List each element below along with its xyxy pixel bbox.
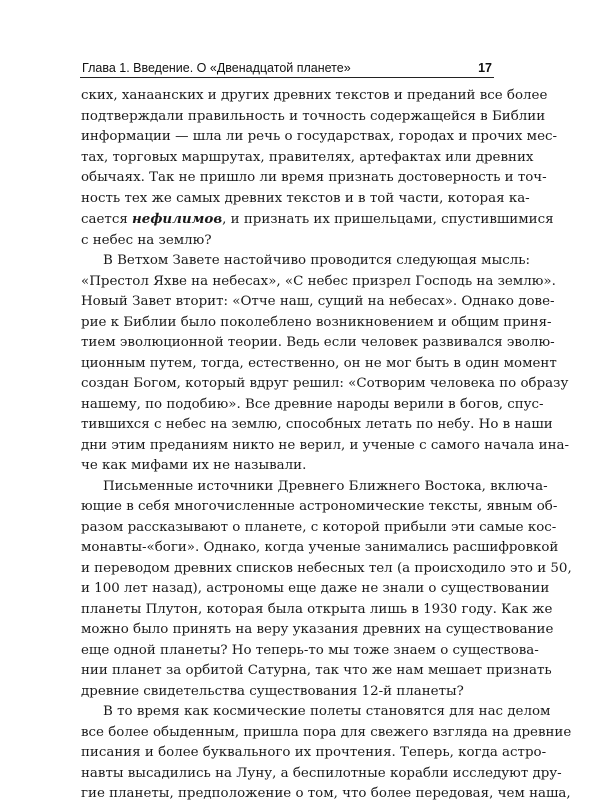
text-line: нии планет за орбитой Сатурна, так что же нам мешает признать [81, 663, 552, 678]
text-line: нашему, по подобию». Все древние народы верили в богов, спус- [81, 396, 544, 412]
text-line: и переводом древних списков небесных тел (а происходило это и 50, [81, 560, 572, 576]
running-header [80, 58, 494, 80]
text-line: с небес на землю? [81, 232, 212, 248]
text-line: Письменные источники Древнего Ближнего Востока, включа- [103, 478, 548, 494]
text-line: В Ветхом Завете настойчиво проводится следующая мысль: [103, 253, 531, 268]
text-line: че как мифами их не называли. [81, 458, 307, 473]
page-number: 17 [478, 61, 492, 75]
text-line: рие к Библии было поколеблено возникновением и общим приня- [81, 314, 552, 330]
text-line [81, 209, 554, 231]
text-line: древние свидетельства существования 12-й планеты? [81, 683, 464, 699]
text-line: все более обыденным, пришла пора для свежего взгляда на древние [81, 724, 572, 740]
text-line: обычаях. Так не пришло ли время признать достоверность и точ- [81, 170, 547, 185]
text-line: В то время как космические полеты становятся для нас делом [103, 704, 551, 719]
text-line: дни этим преданиям никто не верил, и ученые с самого начала ина- [81, 437, 570, 453]
text-line: навты высадились на Луну, а беспилотные корабли исследуют дру- [81, 765, 562, 781]
header-divider [80, 77, 494, 78]
text-fragment: , и признать их пришельцами, спустившимися [222, 212, 554, 227]
text-line: информации — шла ли речь о государствах, городах и прочих мес- [81, 129, 558, 144]
text-line: Новый Завет вторит: «Отче наш, сущий на небесах». Однако дове- [81, 294, 555, 309]
text-line: ность тех же самых древних текстов и в той части, которая ка- [81, 190, 530, 206]
text-line: и 100 лет назад), астрономы еще даже не знали о существовании [81, 581, 550, 596]
text-line: монавты-«боги». Однако, когда ученые занимались расшифровкой [81, 540, 559, 555]
text-fragment: сается [81, 212, 133, 227]
paragraph-2 [81, 251, 570, 477]
text-line: ющие в себя многочисленные астрономические тексты, явным об- [81, 499, 558, 514]
text-line: разом рассказывают о планете, с которой прибыли эти самые кос- [81, 519, 557, 535]
text-line: планеты Плутон, которая была открыта лишь в 1930 году. Как же [81, 601, 553, 617]
text-line: гие планеты, предположение о том, что более передовая, чем наша, [81, 786, 571, 801]
text-line: тившихся с небес на землю, способных летать по небу. Но в наши [81, 417, 553, 432]
paragraph-4 [81, 702, 572, 805]
text-line: тием эволюционной теории. Ведь если человек развивался эволю- [81, 335, 555, 350]
paragraph-3 [81, 477, 572, 703]
emphasized-term: нефилимов [132, 211, 223, 227]
text-line: можно было принять на веру указания древних на существование [81, 622, 554, 637]
text-line: ских, ханаанских и других древних текстов и преданий все более [81, 88, 548, 103]
paragraph-1 [81, 86, 558, 251]
text-line: создан Богом, который вдруг решил: «Сотворим человека по образу [81, 376, 569, 391]
text-line: тах, торговых маршрутах, правителях, артефактах или древних [81, 149, 534, 165]
text-line: писания и более буквального их прочтения. Теперь, когда астро- [81, 745, 547, 760]
text-line: еще одной планеты? Но теперь-то мы тоже знаем о существова- [81, 642, 539, 658]
body-text [81, 86, 572, 805]
text-line: подтверждали правильность и точность содержащейся в Библии [81, 108, 546, 124]
chapter-title: Глава 1. Введение. О «Двенадцатой планете» [82, 61, 351, 75]
text-line: ционным путем, тогда, естественно, он не мог быть в один момент [81, 355, 557, 371]
text-line: «Престол Яхве на небесах», «С небес призрел Господь на землю». [81, 273, 556, 289]
